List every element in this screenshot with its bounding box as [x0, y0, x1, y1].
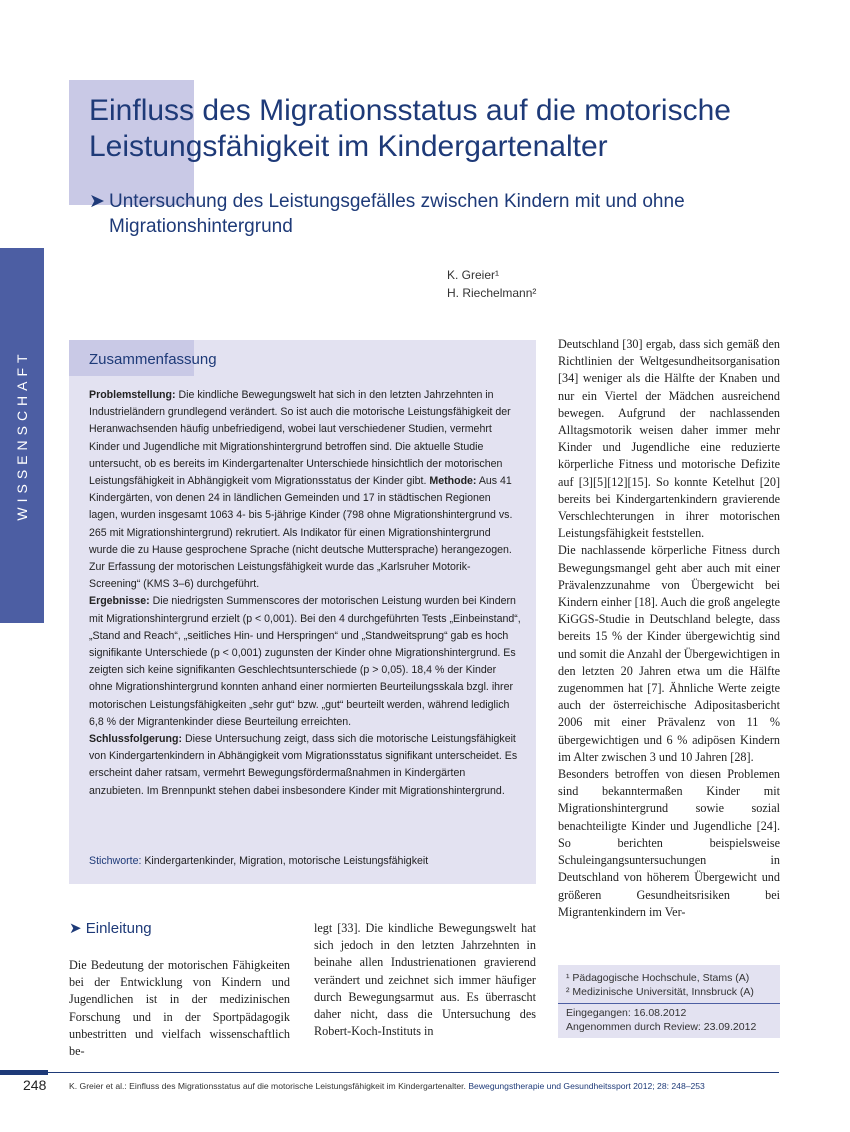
- footer-citation: [69, 1081, 789, 1091]
- article-subtitle: [89, 189, 749, 239]
- abstract-box: [69, 340, 536, 884]
- abstract-text: Die niedrigsten Summenscores der motorischen Leistung wurden bei Kindern mit Migrationshintergrund erzielt (p < 0,001). Bei den 4 durchgeführten Tests „Einbeinstand“, „Stand and Reach“, „seitliches Hin- und Herspringen“ und „Standweitsprung“ gab es hoch signifikante Unterschiede (p < 0,001) zugunsten der Kinder ohne Migrationshintergrund. Es zeigten sich keine signifikanten Geschlechtsunterschiede (p > 0,05). 18,4 % der Kinder ohne Migrationshintergrund konnten anhand einer normierten Beurteilungsskala bzgl. ihrer motorischen Leistungsfähigkeiten „sehr gut“ bzw. „gut“ beurteilt werden, während lediglich 6,8 % der Migrantenkinder diese Beurteilung erreichten.: [89, 595, 521, 728]
- body-paragraph: Deutschland [30] ergab, dass sich gemäß den Richtlinien der Weltgesundheitsorganisation [34] weniger als die Hälfte der Knaben und nur ein Viertel der Mädchen ausreichend bewegen. Aufgrund der nachlassenden Alltagsmotorik weisen daher immer mehr Kinder und Jugendliche eine reduzierte körperliche Fitness und motorische Defizite auf [3][5][12][15]. So konnte Ketelhut [20] bereits bei Kindergartenkindern gravierende Verschlechterungen in ihrer motorischen Leistungsfähigkeit feststellen.: [558, 337, 780, 541]
- right-column: [558, 336, 780, 921]
- author-list: [447, 266, 536, 302]
- abstract-paragraph: [89, 593, 521, 731]
- section-label: WISSENSCHAFT: [14, 349, 30, 521]
- intro-heading: [69, 919, 152, 937]
- body-paragraph: legt [33]. Die kindliche Bewegungswelt hat sich jedoch in den letzten Jahrzehnten in beinahe allen Industrienationen gravierend verändert und zeichnet sich immer häufiger durch Bewegungsarmut aus. Es überrascht daher nicht, dass die Untersuchung des Robert-Koch-Instituts in: [314, 921, 536, 1039]
- middle-column: [314, 920, 536, 1040]
- body-paragraph: Die Bedeutung der motorischen Fähigkeiten bei der Entwicklung von Kindern und Jugendlichen ist in der medizinischen Forschung und in der Sportpädagogik unbestritten und vielfach wissenschaftlich be-: [69, 958, 290, 1059]
- abstract-body: [89, 387, 521, 800]
- subtitle-text: Untersuchung des Leistungsgefälles zwischen Kindern mit und ohne Migrationshintergrund: [109, 191, 685, 237]
- body-paragraph: Besonders betroffen von diesen Problemen sind bekanntermaßen Kinder mit Migrationshintergrund sowie sozial benachteiligte Kinder und Jugendliche [24]. So berichten beispielsweise Schuleingangsuntersuchungen in Deutschland von höherem Übergewicht und größeren Gesundheitsrisiken bei Migrantenkindern im Ver-: [558, 767, 780, 919]
- author-1: K. Greier¹: [447, 268, 500, 282]
- footer-rule: [48, 1072, 779, 1073]
- arrow-icon: ➤: [89, 191, 105, 212]
- received-date: Eingegangen: 16.08.2012: [566, 1007, 687, 1019]
- abstract-label: Problemstellung:: [89, 389, 176, 401]
- author-2: H. Riechelmann²: [447, 286, 537, 300]
- abstract-text: Diese Untersuchung zeigt, dass sich die motorische Leistungsfähigkeit von Kindergartenkindern in Abhängigkeit vom Migrationsstatus signifikant unterscheidet. Es erscheint daher ratsam, vermehrt Bewegungsfördermaßnahmen in Kindergärten anzubieten. Im Brennpunkt stehen dabei insbesondere Kinder mit Migrationshintergrund.: [89, 733, 518, 797]
- footnote-box: [558, 965, 780, 1038]
- abstract-text: Die kindliche Bewegungswelt hat sich in den letzten Jahrzehnten in Industrieländern grundlegend verändert. So ist auch die motorische Leistungsfähigkeit der Heranwachsenden häufig unbefriedigend, wobei laut verschiedener Studien, vermehrt Kinder und Jugendliche mit Migrationshintergrund betroffen sind. Die aktuelle Studie untersucht, ob es bereits im Kindergartenalter Unterschiede hinsichtlich der motorischen Leistungsfähigkeit in Abhängigkeit vom Migrationsstatus der Kinder gibt.: [89, 389, 511, 488]
- abstract-label: Schlussfolgerung:: [89, 733, 182, 746]
- page-number-bar: [0, 1070, 48, 1075]
- abstract-label: Methode:: [426, 475, 477, 488]
- intro-heading-text: Einleitung: [85, 920, 152, 937]
- page-number: 248: [23, 1077, 47, 1093]
- affiliation-1: ¹ Pädagogische Hochschule, Stams (A): [566, 972, 750, 984]
- body-paragraph: Die nachlassende körperliche Fitness durch Bewegungsmangel geht aber auch mit einer Prävalenzzunahme von Übergewicht bei Kindern einher [18]. Auch die groß angelegte KiGGS-Studie in Deutschland belegte, dass bereits 15 % der Kinder übergewichtig sind und somit die Anzahl der Übergewichtigen in den letzten 20 Jahren etwa um die Hälfte zugenommen hat [7]. Ähnliche Werte zeigte auch der österreichische Adipositasbericht 2006 mit einer Prävalenz von 11 % übergewichtigen und 6 % adipösen Kindern im Alter zwischen 3 und 10 Jahren [28].: [558, 543, 780, 764]
- keywords: [89, 853, 529, 870]
- affiliations: [566, 972, 754, 999]
- abstract-text: Aus 41 Kindergärten, von denen 24 in ländlichen Gemeinden und 17 in städtischen Regionen lagen, wurden insgesamt 1063 4- bis 5-jährige Kinder (798 ohne Migrationshintergrund vs. 265 mit Migrationshintergrund) rekrutiert. Als Indikator für einen Migrationshintergrund wurde die zu Hause gesprochene Sprache (nicht deutsche Muttersprache) herangezogen. Zur Erfassung der motorischen Leistungsfähigkeit wurde das „Karlsruher Motorik-Screening“ (KMS 3–6) durchgeführt.: [89, 475, 513, 591]
- abstract-label: Ergebnisse:: [89, 595, 150, 608]
- journal-name: Bewegungstherapie und Gesundheitssport 2012; 28: 248–253: [468, 1081, 705, 1091]
- accepted-date: Angenommen durch Review: 23.09.2012: [566, 1020, 757, 1033]
- footnote-divider: [558, 1003, 780, 1004]
- citation-text: K. Greier et al.: Einfluss des Migrationsstatus auf die motorische Leistungsfähigkeit im Kindergartenalter.: [69, 1081, 469, 1091]
- abstract-paragraph: [89, 731, 521, 800]
- abstract-paragraph: [89, 387, 521, 593]
- dates: [566, 1007, 756, 1034]
- affiliation-2: ² Medizinische Universität, Innsbruck (A): [566, 985, 754, 998]
- keywords-label: Stichworte:: [89, 855, 142, 867]
- left-column: [69, 957, 290, 1060]
- article-title: Einfluss des Migrationsstatus auf die motorische Leistungsfähigkeit im Kindergartenalter: [89, 94, 731, 163]
- arrow-icon: ➤: [69, 920, 82, 937]
- keywords-text: Kindergartenkinder, Migration, motorische Leistungsfähigkeit: [141, 855, 429, 867]
- abstract-heading: Zusammenfassung: [89, 351, 217, 368]
